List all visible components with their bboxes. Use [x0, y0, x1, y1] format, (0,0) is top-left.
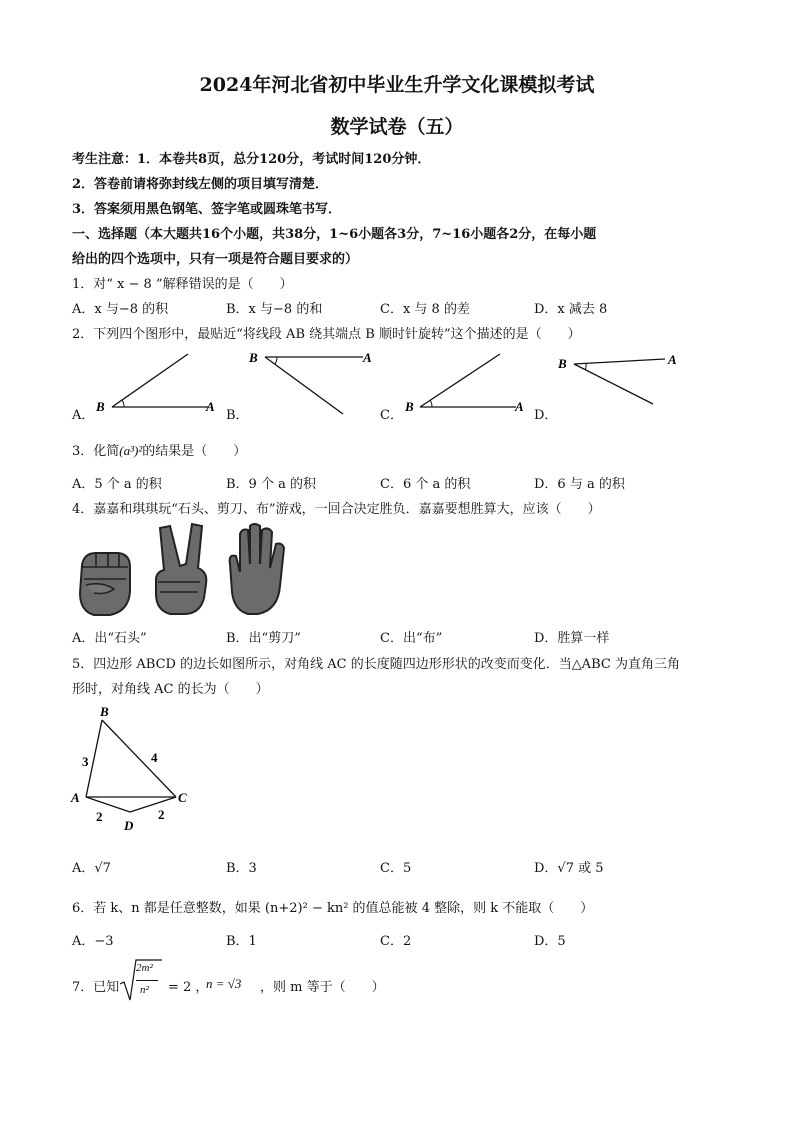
- q4-option-c[interactable]: C．出“布”: [380, 631, 443, 646]
- q2-option-c[interactable]: C．: [380, 408, 403, 423]
- q2-b-label-a: A: [363, 350, 372, 365]
- rock-fist-icon: [74, 545, 134, 617]
- q2-option-a[interactable]: A．: [72, 408, 95, 423]
- q4-option-d[interactable]: D．胜算一样: [534, 631, 610, 646]
- q7-n-value: n = √3: [206, 976, 242, 991]
- q1-option-a[interactable]: A．x 与−8 的积: [72, 302, 169, 317]
- q5-stem-line-2: 形时，对角线 AC 的长为（ ）: [72, 682, 269, 697]
- q5-option-d[interactable]: D．√7 或 5: [534, 861, 604, 876]
- q5-stem-line-1: 5．四边形 ABCD 的边长如图所示，对角线 AC 的长度随四边形形状的改变而变化．当△ABC 为直角三角: [72, 657, 680, 672]
- q4-option-b[interactable]: B．出“剪刀”: [226, 631, 301, 646]
- q5-option-a[interactable]: A．√7: [72, 861, 111, 876]
- q1-option-b[interactable]: B．x 与−8 的和: [226, 302, 323, 317]
- q6-option-d[interactable]: D．5: [534, 934, 566, 949]
- note-3: 3．答案须用黑色钢笔、签字笔或圆珠笔书写．: [72, 202, 342, 217]
- paper-title: 2024年河北省初中毕业生升学文化课模拟考试: [199, 74, 595, 96]
- q2-figure-c: [400, 348, 540, 418]
- q2-figure-a: [90, 348, 230, 418]
- q3-expression: (a³)²: [119, 443, 143, 458]
- q7-radicand-numerator: 2m²: [136, 962, 153, 974]
- q6-option-a[interactable]: A．−3: [72, 934, 114, 949]
- q5-vertex-b: B: [100, 704, 109, 719]
- q2-figure-b: [245, 348, 385, 418]
- note-2: 2．答卷前请将弥封线左侧的项目填写清楚．: [72, 177, 329, 192]
- q6-stem: 6．若 k、n 都是任意整数，如果 (n+2)² − kn² 的值总能被 4 整除，则 k 不能取（ ）: [72, 901, 594, 916]
- q2-d-label-a: A: [668, 352, 677, 367]
- q2-figure-d: [555, 348, 695, 418]
- q3-option-a[interactable]: A．5 个 a 的积: [72, 477, 162, 492]
- scissors-hand-icon: [150, 522, 212, 618]
- q2-b-label-b: B: [249, 350, 258, 365]
- q5-option-b[interactable]: B．3: [226, 861, 257, 876]
- q3-stem-post: 的结果是（ ）: [142, 444, 247, 459]
- q7-fraction-bar: [136, 980, 158, 981]
- q3-stem-pre: 3．化简: [72, 444, 120, 459]
- q1-option-d[interactable]: D．x 减去 8: [534, 302, 608, 317]
- q3-option-d[interactable]: D．6 与 a 的积: [534, 477, 625, 492]
- q5-vertex-a: A: [71, 790, 80, 805]
- paper-hand-icon: [224, 522, 290, 618]
- q6-option-c[interactable]: C．2: [380, 934, 412, 949]
- q2-a-label-a: A: [206, 399, 215, 414]
- q6-option-b[interactable]: B．1: [226, 934, 257, 949]
- q5-option-c[interactable]: C．5: [380, 861, 412, 876]
- q7-radicand-denominator: n²: [140, 984, 149, 996]
- q4-option-a[interactable]: A．出“石头”: [72, 631, 147, 646]
- q3-option-c[interactable]: C．6 个 a 的积: [380, 477, 471, 492]
- q7-stem-pre: 7．已知: [72, 980, 120, 995]
- section-1-instructions: 给出的四个选项中，只有一项是符合题目要求的）: [72, 252, 359, 267]
- q2-option-b[interactable]: B．: [226, 408, 249, 423]
- q7-stem-post: ，则 m 等于（ ）: [260, 980, 385, 995]
- q1-option-c[interactable]: C．x 与 8 的差: [380, 302, 470, 317]
- note-1: 考生注意：1．本卷共8页，总分120分，考试时间120分钟．: [72, 152, 431, 167]
- q2-a-label-b: B: [96, 399, 105, 414]
- section-1-heading: 一、选择题（本大题共16个小题，共38分，1~6小题各3分，7~16小题各2分，在每小题: [72, 227, 597, 242]
- q5-side-bc: 4: [151, 750, 158, 765]
- q2-d-label-b: B: [558, 356, 567, 371]
- q2-option-d[interactable]: D．: [534, 408, 558, 423]
- q3-option-b[interactable]: B．9 个 a 的积: [226, 477, 316, 492]
- paper-subtitle: 数学试卷（五）: [330, 116, 464, 138]
- q5-quadrilateral-figure: [68, 706, 208, 836]
- q2-stem: 2．下列四个图形中，最贴近“将线段 AB 绕其端点 B 顺时针旋转”这个描述的是（ ）: [72, 327, 581, 342]
- q1-stem: 1．对“ x − 8 ”解释错误的是（ ）: [72, 277, 293, 292]
- q2-c-label-a: A: [515, 399, 524, 414]
- q5-side-ab: 3: [82, 754, 89, 769]
- q2-c-label-b: B: [405, 399, 414, 414]
- q3-stem: [72, 440, 246, 459]
- q7-equals-2: = 2 ，: [168, 980, 209, 995]
- q5-side-ad: 2: [96, 809, 103, 824]
- q4-stem: 4．嘉嘉和琪琪玩“石头、剪刀、布”游戏，一回合决定胜负．嘉嘉要想胜算大，应该（ ）: [72, 502, 601, 517]
- q5-side-dc: 2: [158, 807, 165, 822]
- q5-vertex-d: D: [124, 818, 134, 833]
- q5-vertex-c: C: [178, 790, 187, 805]
